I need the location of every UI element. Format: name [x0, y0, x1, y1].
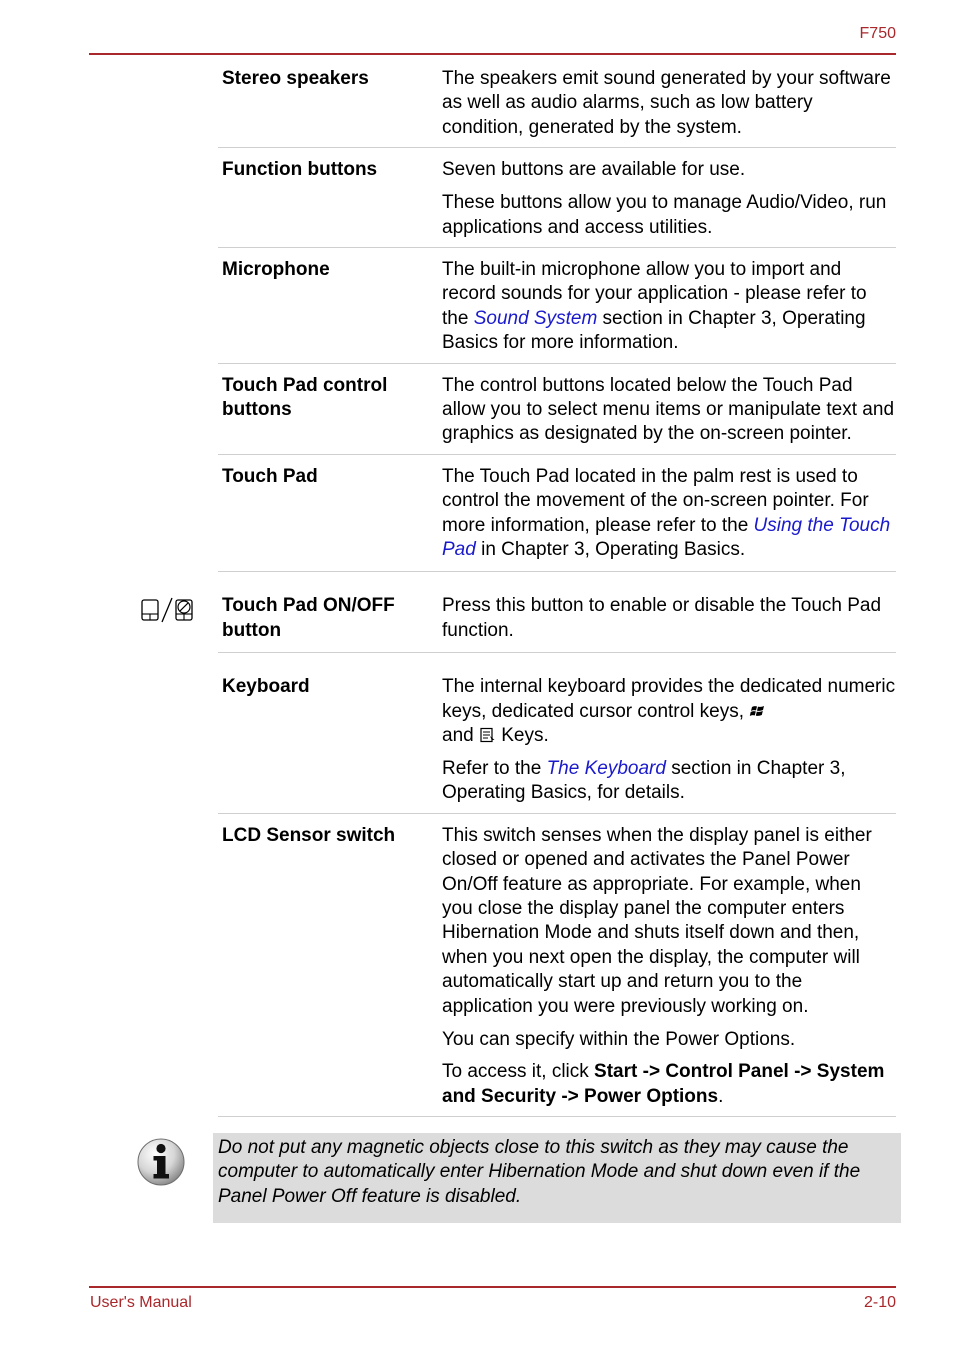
- text-span: The internal keyboard provides the dedicated numeric keys, dedicated cursor control keys,: [442, 676, 896, 722]
- spec-term: Touch Pad ON/OFF button: [222, 595, 395, 641]
- spec-description: [442, 465, 896, 563]
- spec-description: [442, 824, 896, 1109]
- using-the-touch-pad-link[interactable]: Using the Touch Pad: [442, 514, 891, 560]
- spec-term: Keyboard: [222, 676, 310, 698]
- spec-paragraph: Press this button to enable or disable the Touch Pad function.: [442, 595, 882, 641]
- windows-key-icon: [749, 703, 766, 719]
- footer-manual-title: User's Manual: [90, 1294, 192, 1311]
- header-rule: [89, 53, 896, 55]
- text-span: To access it, click: [442, 1061, 595, 1083]
- text-span: The Touch Pad located in the palm rest is used to control the movement of the on-screen pointer. For more information, please refer to the: [442, 465, 869, 536]
- spec-term: LCD Sensor switch: [222, 824, 396, 846]
- spec-row-stereo-speakers: [218, 64, 896, 148]
- power-options-path: Start -> Control Panel -> System and Security -> Power Options: [442, 1061, 885, 1107]
- spec-row-lcd-sensor-switch: [218, 821, 896, 1117]
- spec-table: [218, 64, 896, 1124]
- touchpad-on-off-icon: [140, 595, 196, 623]
- text-span: Keys.: [495, 725, 549, 747]
- spec-paragraph: [442, 258, 896, 356]
- spec-row-microphone: [218, 255, 896, 364]
- spec-paragraph: [442, 465, 896, 563]
- footer-rule: [89, 1286, 896, 1288]
- sound-system-link[interactable]: Sound System: [473, 307, 598, 329]
- spec-paragraph: [442, 675, 896, 748]
- spec-row-function-buttons: [218, 155, 896, 248]
- spec-description: [442, 67, 896, 140]
- spec-term: Stereo speakers: [222, 68, 369, 89]
- header-model-name: F750: [859, 25, 896, 42]
- spec-term: Function buttons: [222, 159, 378, 181]
- spec-row-touch-pad-control-buttons: [218, 371, 896, 455]
- text-span: in Chapter 3, Operating Basics.: [475, 539, 746, 560]
- the-keyboard-link[interactable]: The Keyboard: [546, 757, 666, 779]
- text-span: section in Chapter 3, Operating Basics, for details.: [442, 757, 846, 804]
- application-key-icon: [479, 727, 496, 743]
- text-span: The built-in microphone allow you to import and record sounds for your application - please refer to the: [442, 258, 867, 329]
- info-icon: [136, 1137, 186, 1187]
- spec-description: [442, 594, 896, 643]
- spec-row-touch-pad: [218, 462, 896, 573]
- spec-paragraph: The speakers emit sound generated by your software as well as audio alarms, such as low battery condition, generated by the system.: [442, 68, 891, 138]
- text-span: .: [718, 1085, 724, 1107]
- spec-paragraph: You can specify within the Power Options.: [442, 1028, 796, 1050]
- text-span: and: [442, 725, 479, 747]
- text-span: Refer to the: [442, 757, 547, 779]
- spec-description: [442, 374, 896, 447]
- spec-paragraph: These buttons allow you to manage Audio/Video, run applications and access utilities.: [442, 192, 887, 238]
- spec-paragraph: The control buttons located below the Touch Pad allow you to select menu items or manipulate text and graphics as designated by the on-screen pointer.: [442, 374, 895, 445]
- spec-term: Touch Pad control buttons: [222, 374, 388, 420]
- spec-paragraph: [442, 757, 896, 806]
- spec-paragraph: This switch senses when the display panel is either closed or opened and activates the Panel Power On/Off feature as appropriate. For example, when you close the display panel the computer enters Hibernation Mode and shuts itself down and then, when you next open the display, the computer will automatically start up and return you to the application you were previously working on.: [442, 824, 872, 1017]
- spec-row-touch-pad-on-off-button: [218, 591, 896, 653]
- text-span: section in Chapter 3, Operating Basics for more information.: [442, 307, 866, 354]
- spec-term: Touch Pad: [222, 465, 318, 487]
- spec-paragraph: [442, 1060, 896, 1109]
- footer-page-number: 2-10: [863, 1294, 896, 1311]
- spec-paragraph: Seven buttons are available for use.: [442, 159, 746, 181]
- note-box: [213, 1133, 901, 1223]
- spec-description: [442, 675, 896, 806]
- spec-row-keyboard: [218, 672, 896, 814]
- spec-description: [442, 158, 896, 240]
- note-text: Do not put any magnetic objects close to this switch as they may cause the computer to automatically enter Hibernation Mode and shut down even if the Panel Power Off feature is disabled.: [218, 1137, 861, 1207]
- spec-description: [442, 258, 896, 356]
- spec-term: Microphone: [222, 258, 330, 280]
